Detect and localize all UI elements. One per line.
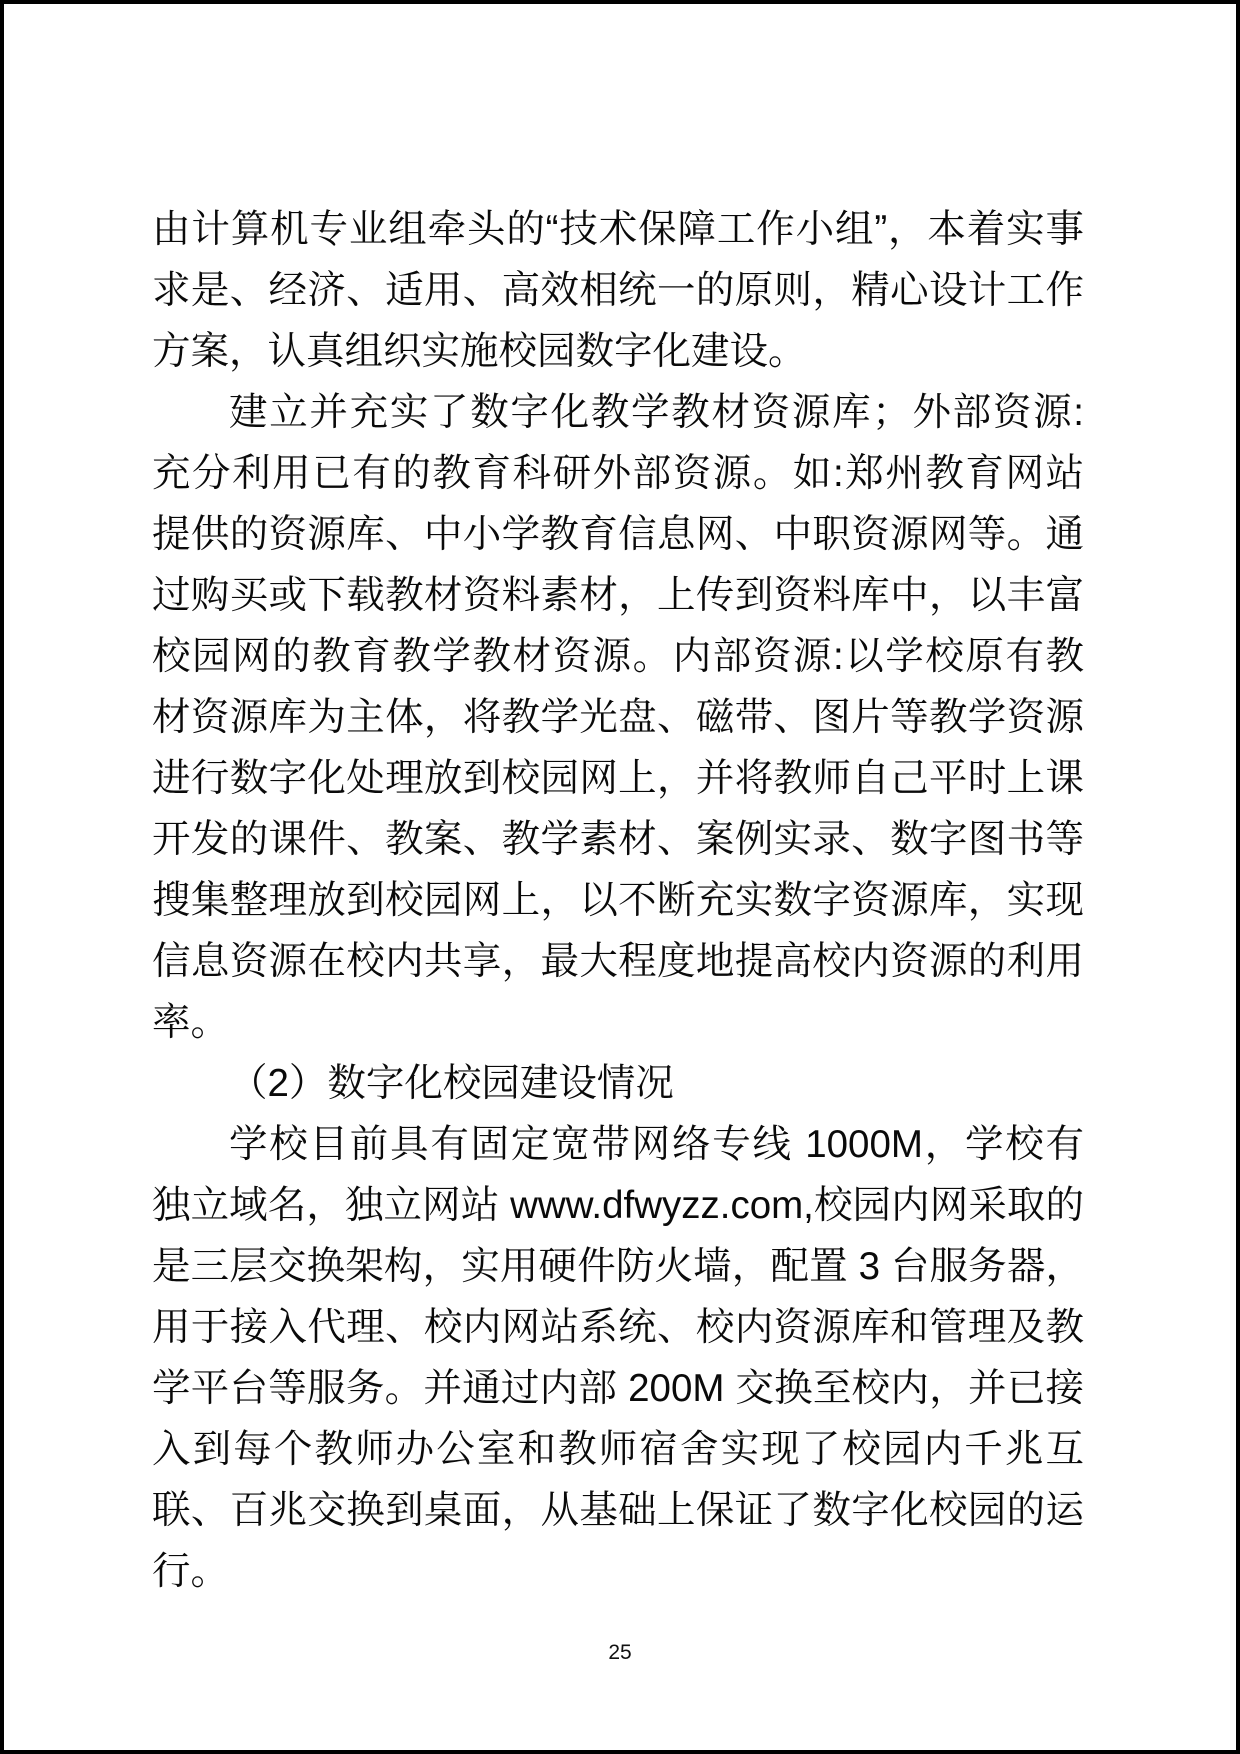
- paragraph-network-infrastructure: 学校目前具有固定宽带网络专线 1000M，学校有独立域名，独立网站 www.dfwyzz.com,校园内网采取的是三层交换架构，实用硬件防火墙，配置 3 台服务器，用于接入代理、校内网站系统、校内资源库和管理及教学平台等服务。并通过内部 200M 交换至校内，并已接入到每个教师办公室和教师宿舍实现了校园内千兆互联、百兆交换到桌面，从基础上保证了数字化校园的运行。: [152, 1123, 1084, 1593]
- page-number: 25: [608, 1641, 632, 1664]
- paragraph-continuation: 由计算机专业组牵头的“技术保障工作小组”，本着实事求是、经济、适用、高效相统一的原则，精心设计工作方案，认真组织实施校园数字化建设。: [152, 208, 1084, 373]
- paragraph-resource-library: 建立并充实了数字化教学教材资源库；外部资源:充分利用已有的教育科研外部资源。如:郑州教育网站提供的资源库、中小学教育信息网、中职资源网等。通过购买或下载教材资料素材，上传到资料库中，以丰富校园网的教育教学教材资源。内部资源:以学校原有教材资源库为主体，将教学光盘、磁带、图片等教学资源进行数字化处理放到校园网上，并将教师自己平时上课开发的课件、教案、教学素材、案例实录、数字图书等搜集整理放到校园网上，以不断充实数字资源库，实现信息资源在校内共享，最大程度地提高校内资源的利用率。: [152, 391, 1084, 1044]
- document-body: [152, 199, 1084, 1602]
- page-content-area: [4, 4, 1236, 1750]
- paragraph-heading-digital-campus: （2）数字化校园建设情况: [229, 1062, 674, 1105]
